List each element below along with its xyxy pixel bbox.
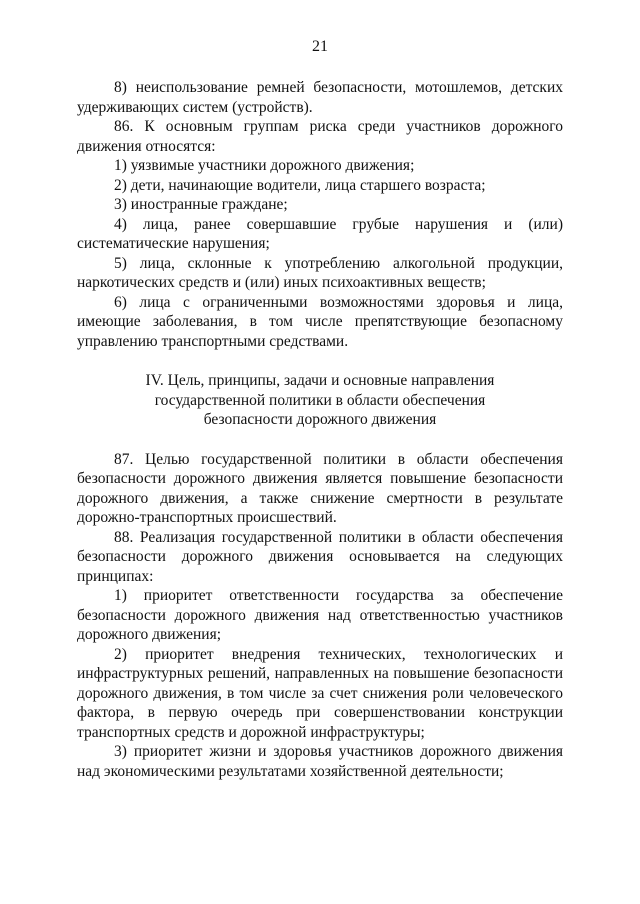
section-heading <box>77 371 563 430</box>
paragraph-88: 88. Реализация государственной политики в области обеспечения безопасности дорожного движения основывается на следующих принципах: <box>77 528 563 585</box>
document-body <box>77 78 563 781</box>
principle-item-1: 1) приоритет ответственности государства за обеспечение безопасности дорожного движения над ответственностью участников дорожного движения; <box>77 587 563 643</box>
paragraph-87: 87. Целью государственной политики в области обеспечения безопасности дорожного движения является повышение безопасности дорожного движения, а также снижение смертности в результате дорожно-транспортных происшествий. <box>77 450 563 526</box>
list-item-4: 4) лица, ранее совершавшие грубые нарушения и (или) систематические нарушения; <box>77 215 563 252</box>
principle-item-2: 2) приоритет внедрения технических, технологических и инфраструктурных решений, направленных на повышение безопасности дорожного движения, в том числе за счет снижения роли человеческого фактора, в первую очередь при совершенствовании конструкции транспортных средств и дорожной инфраструктуры; <box>77 645 563 741</box>
section-heading-line-3: безопасности дорожного движения <box>203 411 437 428</box>
list-item-1: 1) уязвимые участники дорожного движения; <box>114 157 415 174</box>
list-item-3: 3) иностранные граждане; <box>114 196 288 213</box>
paragraph-86: 86. К основным группам риска среди участников дорожного движения относятся: <box>77 118 563 155</box>
section-heading-line-1: IV. Цель, принципы, задачи и основные направления <box>145 372 495 389</box>
list-item-8: 8) неиспользование ремней безопасности, мотошлемов, детских удерживающих систем (устройств). <box>77 79 563 116</box>
page-number: 21 <box>312 38 328 55</box>
section-heading-line-2: государственной политики в области обеспечения <box>154 391 486 409</box>
list-item-2: 2) дети, начинающие водители, лица старшего возраста; <box>114 176 486 194</box>
list-item-6: 6) лица с ограниченными возможностями здоровья и лица, имеющие заболевания, в том числе препятствующие безопасному управлению транспортными средствами. <box>77 293 563 350</box>
list-item-5: 5) лица, склонные к употреблению алкогольной продукции, наркотических средств и (или) иных психоактивных веществ; <box>77 254 563 291</box>
principle-item-3: 3) приоритет жизни и здоровья участников дорожного движения над экономическими результатами хозяйственной деятельности; <box>77 743 563 780</box>
